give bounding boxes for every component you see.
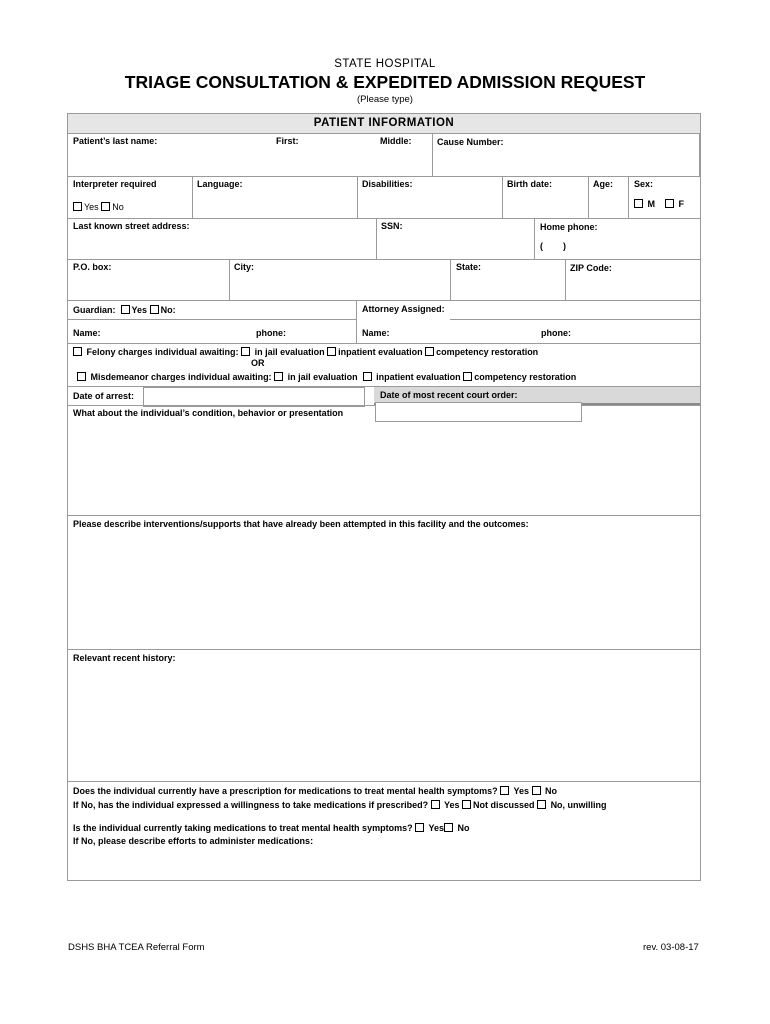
divider [502, 177, 503, 219]
interventions-label: Please describe interventions/supports that have already been attempted in this facility and the outcomes: [73, 519, 529, 529]
divider [68, 649, 700, 650]
misdemeanor-line[interactable]: Misdemeanor charges individual awaiting: in jail evaluation inpatient evaluation competency restoration [77, 372, 576, 382]
checkbox-icon[interactable] [665, 199, 674, 208]
age-label: Age: [593, 179, 613, 189]
po-box-label: P.O. box: [73, 262, 112, 272]
attorney-name-label: Name: [362, 328, 390, 338]
checkbox-icon[interactable] [425, 347, 434, 356]
checkbox-icon[interactable] [634, 199, 643, 208]
felony-line[interactable]: Felony charges individual awaiting: in jail evaluation inpatient evaluation competency restoration [73, 347, 538, 357]
checkbox-icon[interactable] [363, 372, 372, 381]
divider [376, 219, 377, 260]
divider [68, 176, 700, 177]
checkbox-icon[interactable] [150, 305, 159, 314]
checkbox-icon[interactable] [274, 372, 283, 381]
checkbox-icon[interactable] [500, 786, 509, 795]
arrest-date-field[interactable] [143, 387, 365, 407]
guardian-name-label: Name: [73, 328, 101, 338]
zip-label: ZIP Code: [570, 263, 612, 273]
rx-willingness-question[interactable]: If No, has the individual expressed a willingness to take medications if prescribed? Yes Not discussed No, unwilling [73, 800, 607, 810]
checkbox-icon[interactable] [415, 823, 424, 832]
checkbox-icon[interactable] [121, 305, 130, 314]
guardian-label[interactable]: Guardian: Yes No: [73, 305, 176, 315]
checkbox-icon[interactable] [444, 823, 453, 832]
divider [68, 515, 700, 516]
checkbox-icon[interactable] [532, 786, 541, 795]
attorney-phone-label: phone: [541, 328, 571, 338]
last-name-label: Patient’s last name: [73, 136, 158, 146]
first-name-label: First: [276, 136, 299, 146]
checkbox-icon[interactable] [241, 347, 250, 356]
checkbox-icon[interactable] [73, 202, 82, 211]
language-label: Language: [197, 179, 243, 189]
divider [68, 300, 700, 301]
interpreter-label: Interpreter required [73, 179, 157, 189]
form-title: TRIAGE CONSULTATION & EXPEDITED ADMISSION REQUEST [124, 72, 646, 92]
attorney-label: Attorney Assigned: [362, 304, 445, 314]
condition-label: What about the individual’s condition, behavior or presentation [73, 408, 344, 418]
footer-revision: rev. 03-08-17 [643, 942, 699, 953]
cause-number-label: Cause Number: [437, 137, 504, 147]
checkbox-icon[interactable] [73, 347, 82, 356]
checkbox-icon[interactable] [463, 372, 472, 381]
sex-options[interactable]: M F [634, 199, 684, 209]
divider [68, 343, 700, 344]
divider [68, 781, 700, 782]
address-label: Last known street address: [73, 221, 190, 231]
middle-name-label: Middle: [380, 136, 412, 146]
sex-label: Sex: [634, 179, 654, 189]
divider [356, 301, 357, 344]
footer-form-name: DSHS BHA TCEA Referral Form [68, 942, 205, 953]
divider [68, 259, 700, 260]
or-label: OR [251, 358, 265, 368]
divider [588, 177, 589, 219]
ssn-label: SSN: [381, 221, 403, 231]
state-label: State: [456, 262, 482, 272]
checkbox-icon[interactable] [431, 800, 440, 809]
disabilities-label: Disabilities: [362, 179, 413, 189]
divider [357, 177, 358, 219]
interpreter-options[interactable]: Yes No [73, 202, 124, 212]
divider [628, 177, 629, 219]
checkbox-icon[interactable] [462, 800, 471, 809]
divider [68, 319, 357, 320]
section-title: PATIENT INFORMATION [313, 117, 455, 129]
divider [450, 319, 700, 320]
history-label: Relevant recent history: [73, 653, 176, 663]
taking-if-no-label: If No, please describe efforts to administer medications: [73, 836, 314, 846]
divider [565, 260, 566, 301]
form-subtitle: (Please type) [357, 94, 413, 105]
divider [68, 218, 700, 219]
arrest-label: Date of arrest: [73, 391, 135, 401]
hospital-name: STATE HOSPITAL [334, 58, 436, 70]
checkbox-icon[interactable] [537, 800, 546, 809]
checkbox-icon[interactable] [327, 347, 336, 356]
checkbox-icon[interactable] [101, 202, 110, 211]
court-order-date-field[interactable] [375, 402, 582, 422]
rx-question[interactable]: Does the individual currently have a prescription for medications to treat mental health symptoms? Yes No [73, 786, 558, 796]
home-phone-label: Home phone: [540, 222, 598, 232]
city-label: City: [234, 262, 254, 272]
court-order-label: Date of most recent court order: [380, 390, 518, 400]
checkbox-icon[interactable] [77, 372, 86, 381]
divider [534, 219, 535, 260]
divider [229, 260, 230, 301]
guardian-phone-label: phone: [256, 328, 286, 338]
birth-date-label: Birth date: [507, 179, 552, 189]
divider [192, 177, 193, 219]
home-phone-format: ( ) [540, 241, 566, 251]
divider [450, 260, 451, 301]
taking-question[interactable]: Is the individual currently taking medications to treat mental health symptoms? Yes No [73, 823, 470, 833]
